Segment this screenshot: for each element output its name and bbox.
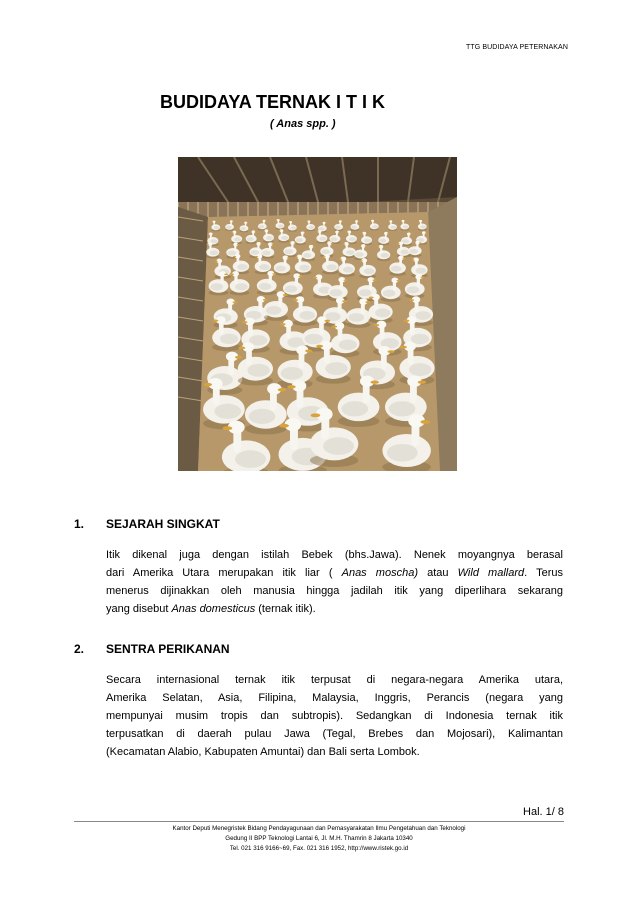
paragraph-line	[106, 582, 563, 600]
scientific-name: Anas domesticus	[171, 603, 256, 615]
section-title: SENTRA PERIKANAN	[106, 642, 230, 656]
duck-farm-photo	[178, 157, 457, 471]
text-run: atau	[417, 567, 458, 579]
paragraph-line	[106, 725, 563, 743]
text-run: Secara internasional ternak itik terpusat di negara-negara Amerika utara,	[106, 674, 563, 686]
text-run: Amerika Selatan, Asia, Filipina, Malaysia, Inggris, Perancis (negara yang	[106, 692, 563, 704]
text-run: yang disebut	[106, 603, 172, 615]
paragraph-line	[106, 564, 563, 582]
page-title-text: BUDIDAYA TERNAK I T I K	[160, 92, 386, 112]
text-run: dari Amerika Utara merupakan itik liar (	[106, 567, 342, 579]
page-subtitle: ( Anas spp. )	[270, 118, 336, 130]
footer-line: Gedung II BPP Teknologi Lantai 6, Jl. M.H. Thamrin 8 Jakarta 10340	[225, 835, 413, 842]
text-run: terpusatkan di daerah pulau Jawa (Tegal, Brebes dan Mojosari), Kalimantan	[106, 728, 563, 740]
section-title: SEJARAH SINGKAT	[106, 517, 220, 531]
footer-line: Tel. 021 316 9166~69, Fax. 021 316 1952, http://www.ristek.go.id	[229, 845, 409, 852]
text-run: (Kecamatan Alabio, Kabupaten Amuntai) dan Bali serta Lombok.	[106, 746, 420, 758]
section-paragraph-2	[106, 671, 563, 761]
paragraph-line	[106, 707, 563, 725]
footer-line: Kantor Deputi Menegristek Bidang Pendayagunaan dan Pemasyarakatan Ilmu Pengetahuan dan Teknologi	[172, 825, 466, 832]
duck-farm-illustration	[178, 157, 457, 471]
scientific-name: Wild mallard	[457, 567, 525, 579]
paragraph-line	[106, 743, 563, 761]
scientific-name: Anas moscha)	[341, 567, 418, 579]
paragraph-line	[106, 671, 563, 689]
text-run: menerus dijinakkan oleh manusia hingga jadilah itik yang diperlihara sekarang	[106, 585, 563, 597]
section-number: 1.	[74, 517, 85, 531]
running-header: TTG BUDIDAYA PETERNAKAN	[465, 44, 568, 51]
text-run: Itik dikenal juga dengan istilah Bebek (bhs.Jawa). Nenek moyangnya berasal	[106, 549, 563, 561]
footer-divider	[74, 821, 564, 822]
section-paragraph-1	[106, 546, 563, 618]
footer	[74, 824, 564, 854]
page-number: Hal. 1/ 8	[523, 806, 564, 818]
paragraph-line	[106, 546, 563, 564]
section-number: 2.	[74, 642, 85, 656]
text-run: (ternak itik).	[255, 603, 316, 615]
paragraph-line	[106, 600, 563, 618]
text-run: mempunyai musim tropis dan subtropis). Sedangkan di Indonesia ternak itik	[106, 710, 563, 722]
text-run: . Terus	[524, 567, 563, 579]
paragraph-line	[106, 689, 563, 707]
